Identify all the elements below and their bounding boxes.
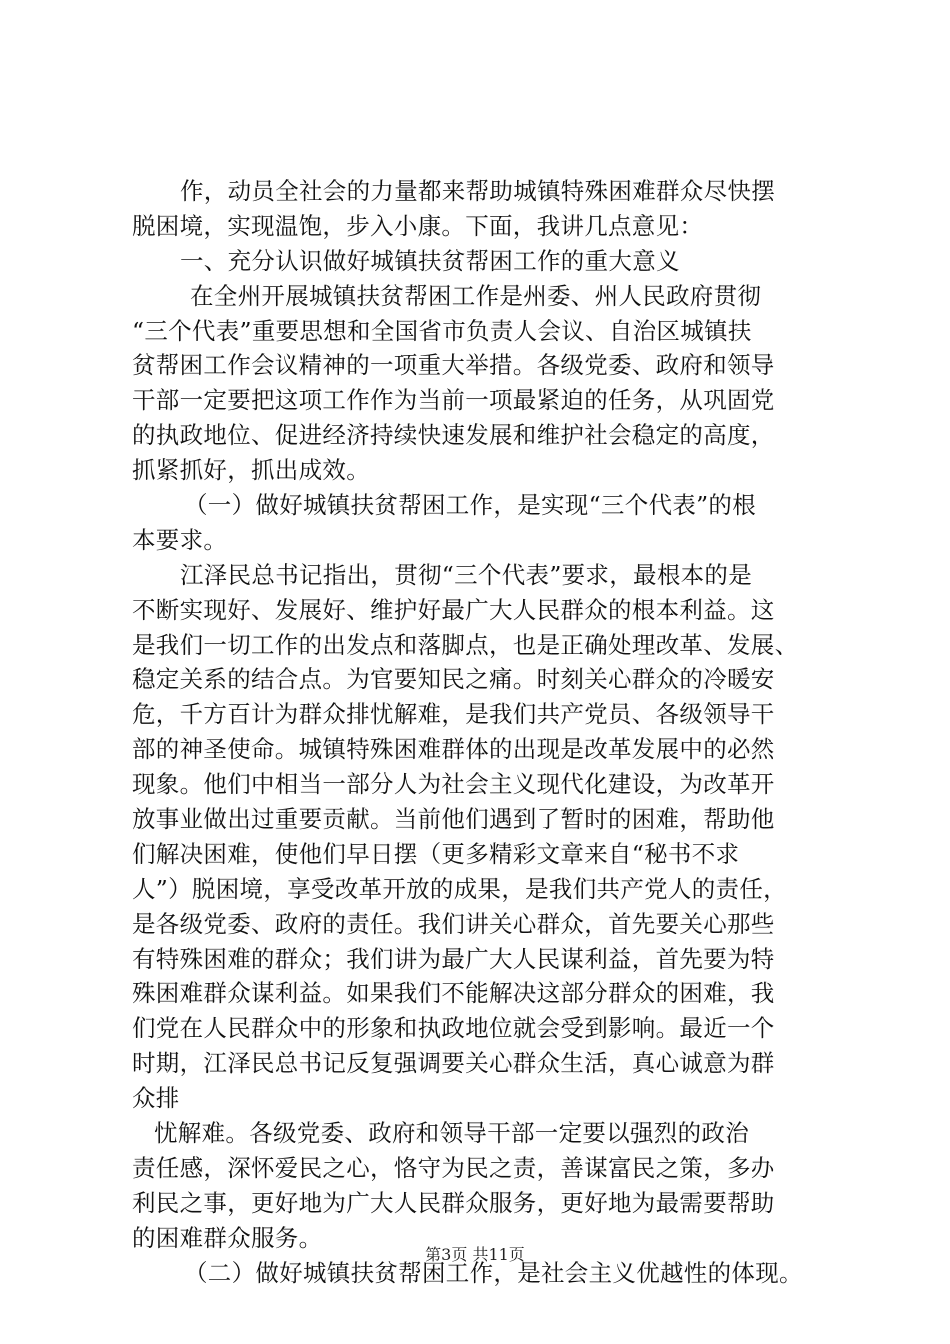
paragraph-line: 殊困难群众谋利益。如果我们不能解决这部分群众的困难，我 [132, 979, 775, 1008]
paragraph-line: 利民之事，更好地为广大人民群众服务，更好地为最需要帮助 [132, 1188, 775, 1217]
paragraph-line: 有特殊困难的群众；我们讲为最广大人民谋利益，首先要为特 [132, 944, 775, 973]
paragraph-line: 在全州开展城镇扶贫帮困工作是州委、州人民政府贯彻 [190, 281, 762, 310]
paragraph-line: 现象。他们中相当一部分人为社会主义现代化建设，为改革开 [132, 770, 775, 799]
paragraph-line: 不断实现好、发展好、维护好最广大人民群众的根本利益。这 [132, 595, 775, 624]
paragraph-line: 干部一定要把这项工作作为当前一项最紧迫的任务，从巩固党 [132, 386, 775, 415]
subsection-heading: 本要求。 [132, 525, 228, 554]
paragraph-line: “三个代表”重要思想和全国省市负责人会议、自治区城镇扶 [132, 316, 752, 345]
paragraph-line: 抓紧抓好，抓出成效。 [132, 456, 370, 485]
paragraph-line: 是我们一切工作的出发点和落脚点，也是正确处理改革、发展、 [132, 630, 799, 659]
paragraph-line: 部的神圣使命。城镇特殊困难群体的出现是改革发展中的必然 [132, 735, 775, 764]
paragraph-line: 的执政地位、促进经济持续快速发展和维护社会稳定的高度， [132, 421, 775, 450]
paragraph-line: 的困难群众服务。 [132, 1223, 323, 1252]
paragraph-line: 们解决困难，使他们早日摆（更多精彩文章来自“秘书不求 [132, 839, 740, 868]
paragraph-line: 是各级党委、政府的责任。我们讲关心群众，首先要关心那些 [132, 909, 775, 938]
paragraph-line: 责任感，深怀爱民之心，恪守为民之责，善谋富民之策，多办 [132, 1153, 775, 1182]
paragraph-line: 作，动员全社会的力量都来帮助城镇特殊困难群众尽快摆 [180, 177, 775, 205]
paragraph-line: 脱困境，实现温饱，步入小康。下面，我讲几点意见： [132, 211, 704, 240]
paragraph-line: 危，千方百计为群众排忧解难，是我们共产党员、各级领导干 [132, 700, 775, 729]
paragraph-line: 忧解难。各级党委、政府和领导干部一定要以强烈的政治 [154, 1119, 749, 1148]
paragraph-line: 稳定关系的结合点。为官要知民之痛。时刻关心群众的冷暖安 [132, 665, 775, 694]
paragraph-line: 人”）脱困境，享受改革开放的成果，是我们共产党人的责任， [132, 874, 787, 903]
paragraph-line: 放事业做出过重要贡献。当前他们遇到了暂时的困难，帮助他 [132, 805, 775, 834]
document-body [132, 174, 842, 1291]
paragraph-line: 贫帮困工作会议精神的一项重大举措。各级党委、政府和领导 [132, 351, 775, 380]
subsection-heading: （二）做好城镇扶贫帮困工作，是社会主义优越性的体现。 [184, 1258, 803, 1287]
page-number-footer: 第3页 共11页 [425, 1245, 525, 1264]
paragraph-line: 时期，江泽民总书记反复强调要关心群众生活，真心诚意为群 [132, 1049, 775, 1078]
paragraph-line: 江泽民总书记指出，贯彻“三个代表”要求，最根本的是 [180, 560, 753, 589]
subsection-heading: （一）做好城镇扶贫帮困工作，是实现“三个代表”的根 [184, 491, 757, 520]
section-heading: 一、充分认识做好城镇扶贫帮困工作的重大意义 [180, 246, 680, 275]
paragraph-line: 们党在人民群众中的形象和执政地位就会受到影响。最近一个 [132, 1014, 775, 1043]
paragraph-line: 众排 [132, 1084, 180, 1113]
